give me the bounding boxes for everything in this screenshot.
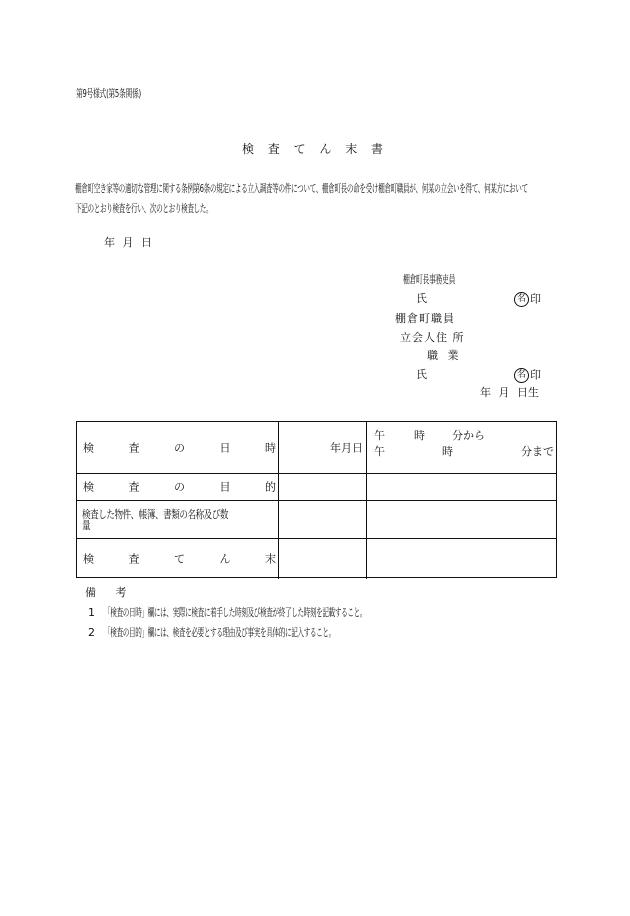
seal-circle-icon: 名 — [514, 368, 529, 383]
spread-label — [83, 482, 276, 493]
inspection-table — [76, 421, 557, 578]
body-text-line-1: 棚倉町空き家等の適切な管理に関する条例第6条の規定による立入調査等の件について、棚倉町長の命を受け棚倉町職員が、何某の立会いを得て、何某方において — [75, 182, 528, 195]
form-number: 第9号様式(第5条関係) — [76, 87, 141, 100]
label-char: 末 — [265, 552, 276, 566]
items-label: 検査した物件、帳簿、書類の名称及び数量 — [82, 507, 229, 532]
label-char: 的 — [265, 480, 276, 494]
table-row-items — [77, 501, 556, 539]
remarks-heading: 備 考 — [85, 586, 135, 599]
label-char: 目 — [219, 480, 231, 494]
table-row-result — [77, 539, 556, 579]
remark-number: 1 — [88, 606, 95, 619]
remark-text: 「検査の目的」欄には、検査を必要とする理由及び事実を具体的に記入すること。 — [104, 626, 335, 639]
witness-name-label: 氏 — [416, 368, 427, 381]
label-char: の — [174, 480, 185, 494]
seal-label: 印 — [530, 292, 541, 306]
witness-occupation-label: 職 業 — [427, 349, 462, 362]
label-char: 検 — [83, 441, 94, 454]
time-from-hour: 時 — [414, 429, 425, 442]
remark-text: 「検査の日時」欄には、実際に検査に着手した時刻及び検査が終了した時刻を記載すること。 — [104, 606, 367, 619]
time-from-minute: 分から — [452, 429, 485, 442]
spread-label — [83, 554, 276, 565]
label-char: 時 — [265, 441, 276, 454]
remark-item — [88, 627, 489, 638]
table-row-purpose — [77, 474, 556, 501]
remark-number: 2 — [88, 626, 95, 639]
signature-name-label: 氏 — [416, 292, 427, 305]
table-row-datetime — [77, 422, 556, 474]
label-char: 査 — [128, 552, 140, 566]
signature-official-title: 棚倉町長事務吏員 — [403, 273, 456, 286]
seal-mark — [514, 292, 541, 307]
label-char: ん — [219, 552, 231, 566]
label-char: 日 — [219, 441, 231, 454]
remark-item — [88, 607, 541, 618]
time-to-hour: 時 — [442, 445, 453, 458]
label-char: て — [174, 552, 185, 566]
page-title: 検 査 て ん 末 書 — [241, 142, 389, 156]
time-to-ampm: 午 — [374, 445, 385, 458]
date-label: 年月日 — [330, 441, 363, 454]
seal-circle-icon: 名 — [514, 292, 529, 307]
time-to-minute: 分まで — [521, 445, 554, 458]
label-char: 検 — [83, 552, 94, 566]
signature-staff-label: 棚倉町職員 — [395, 312, 455, 325]
time-range-cell — [367, 422, 556, 473]
witness-birthdate-label: 年 月 日生 — [480, 386, 539, 399]
label-char: 査 — [128, 480, 140, 494]
spread-label — [83, 442, 276, 453]
seal-mark — [514, 368, 541, 383]
label-char: 検 — [83, 480, 94, 494]
body-text-line-2: 下記のとおり検査を行い、次のとおり検査した。 — [75, 202, 213, 215]
time-from-ampm: 午 — [374, 429, 385, 442]
label-char: 査 — [128, 441, 140, 454]
seal-label: 印 — [530, 368, 541, 382]
witness-address-label: 立会人住 所 — [400, 331, 465, 344]
date-line: 年 月 日 — [104, 236, 152, 249]
label-char: の — [174, 441, 185, 454]
